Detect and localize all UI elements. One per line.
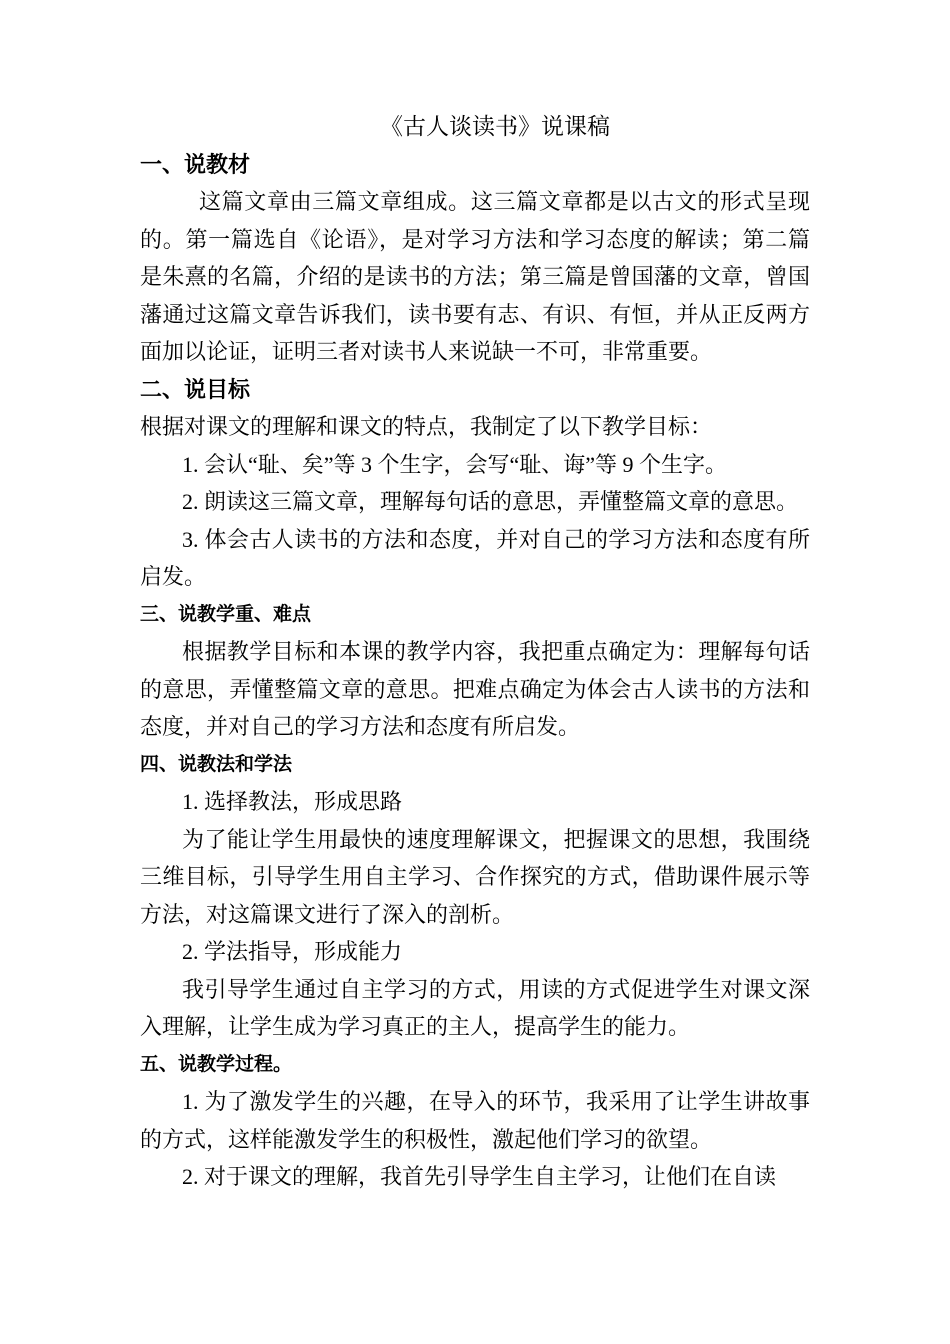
paragraph: 为了能让学生用最快的速度理解课文，把握课文的思想，我围绕三维目标，引导学生用自主学习、合作探究的方式，借助课件展示等方法，对这篇课文进行了深入的剖析。 [140,826,810,927]
section-heading-shuo-mubiao: 二、说目标 [140,376,251,402]
section-heading-jiaoxue-guocheng: 五、说教学过程。 [140,1053,293,1075]
list-item-process-1: 1. 为了激发学生的兴趣，在导入的环节，我采用了让学生讲故事的方式，这样能激发学生的积极性，激起他们学习的欲望。 [140,1089,810,1152]
list-item-method-2: 2. 学法指导，形成能力 [182,939,403,964]
list-item-process-2: 2. 对于课文的理解，我首先引导学生自主学习，让他们在自读 [182,1164,777,1189]
paragraph: 我引导学生通过自主学习的方式，用读的方式促进学生对课文深入理解，让学生成为学习真正的主人，提高学生的能力。 [140,976,810,1039]
paragraph: 根据对课文的理解和课文的特点，我制定了以下教学目标： [140,414,713,439]
list-item-method-1: 1. 选择教法，形成思路 [182,789,403,814]
document-title: 《古人谈读书》说课稿 [380,114,610,139]
list-item-objective-3: 3. 体会古人读书的方法和态度，并对自己的学习方法和态度有所启发。 [140,526,810,589]
list-item-objective-1: 1. 会认“耻、矣”等 3 个生字，会写“耻、诲”等 9 个生字。 [182,451,728,477]
section-heading-jiaofa-xuefa: 四、说教法和学法 [140,753,293,775]
section-heading-shuo-jiaocai: 一、说教材 [140,151,251,177]
section-heading-zhong-nandian: 三、说教学重、难点 [140,603,312,625]
paragraph: 根据教学目标和本课的教学内容，我把重点确定为：理解每句话的意思，弄懂整篇文章的意思。把难点确定为体会古人读书的方法和态度，并对自己的学习方法和态度有所启发。 [140,639,810,739]
list-item-objective-2: 2. 朗读这三篇文章，理解每句话的意思，弄懂整篇文章的意思。 [182,489,799,514]
paragraph: 这篇文章由三篇文章组成。这三篇文章都是以古文的形式呈现的。第一篇选自《论语》，是对学习方法和学习态度的解读；第二篇是朱熹的名篇，介绍的是读书的方法；第三篇是曾国藩的文章，曾国藩通过这篇文章告诉我们，读书要有志、有识、有恒，并从正反两方面加以论证，证明三者对读书人来说缺一不可，非常重要。 [140,189,810,364]
